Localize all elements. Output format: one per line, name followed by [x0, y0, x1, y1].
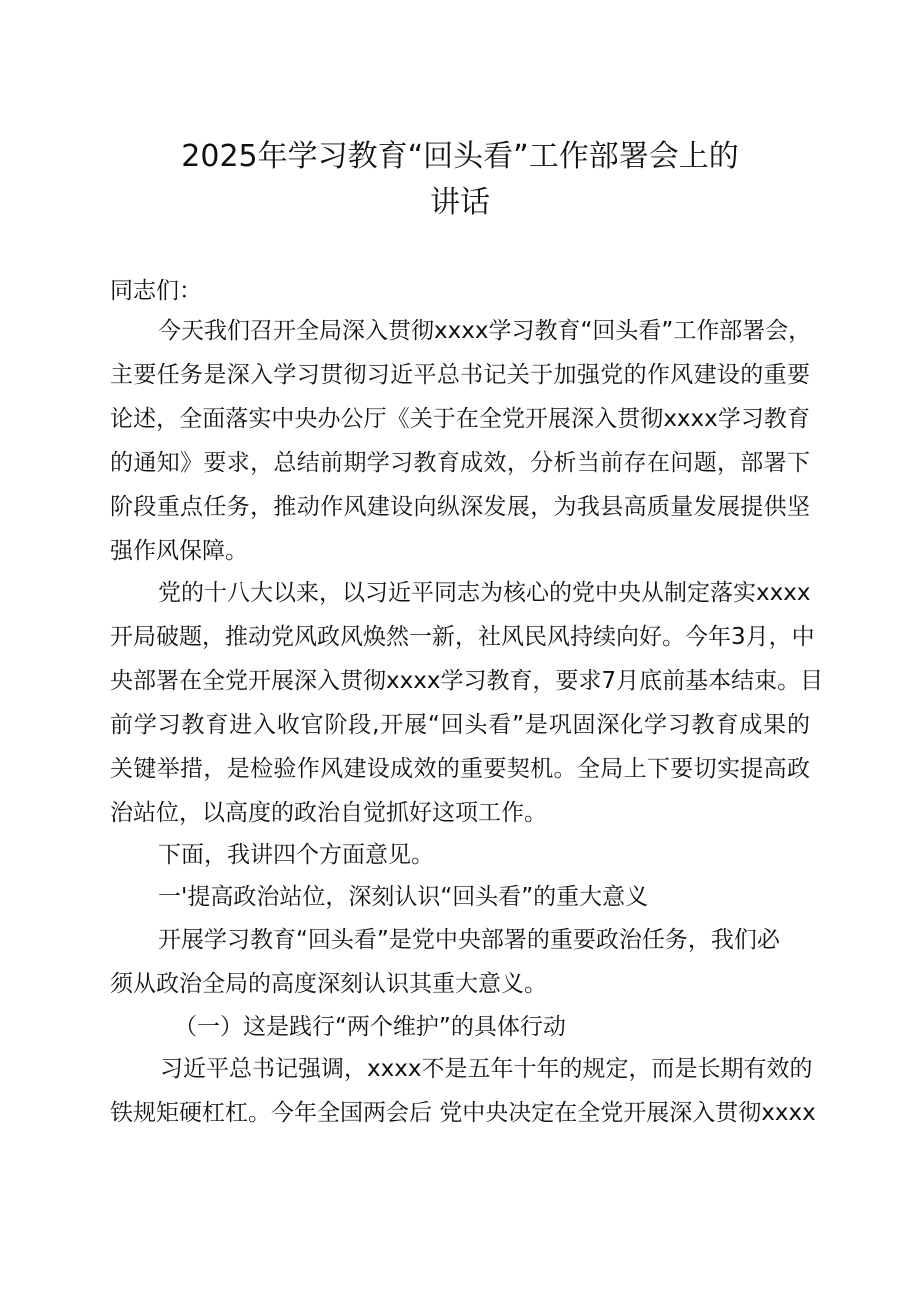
section-heading-1: 一'提高政治站位，深刻认识“回头看”的重大意义 — [158, 884, 649, 910]
paragraph-2-line-6: 治站位，以高度的政治自觉抓好这项工作。 — [110, 800, 547, 826]
paragraph-1-line-6: 强作风保障。 — [110, 538, 248, 564]
paragraph-3: 下面，我讲四个方面意见。 — [158, 842, 434, 868]
document-title-line-2: 讲话 — [430, 185, 490, 220]
paragraph-5-line-1: 习近平总书记强调，xxxx不是五年十年的规定，而是长期有效的 — [160, 1056, 813, 1082]
paragraph-1-line-4: 的通知》要求，总结前期学习教育成效，分析当前存在问题，部署下 — [110, 450, 810, 476]
paragraph-2-line-4: 前学习教育进入收官阶段,开展“回头看”是巩固深化学习教育成果的 — [110, 712, 810, 738]
paragraph-4-line-1: 开展学习教育“回头看”是党中央部署的重要政治任务，我们必 — [158, 927, 780, 953]
paragraph-1-line-3: 论述，全面落实中央办公厅《关于在全党开展深入贯彻xxxx学习教育 — [110, 406, 810, 432]
subsection-heading-1: （一）这是践行“两个维护”的具体行动 — [174, 1014, 566, 1040]
document-title-line-1: 2025年学习教育“回头看”工作部署会上的 — [181, 139, 739, 174]
paragraph-2-line-5: 关键举措，是检验作风建设成效的重要契机。全局上下要切实提高政 — [110, 756, 810, 782]
paragraph-2-line-1: 党的十八大以来，以习近平同志为核心的党中央从制定落实xxxx — [158, 580, 811, 606]
paragraph-2-line-3: 央部署在全党开展深入贯彻xxxx学习教育，要求7月底前基本结束。目 — [110, 668, 824, 694]
paragraph-2-line-2: 开局破题，推动党风政风焕然一新，社风民风持续向好。今年3月，中 — [110, 624, 815, 650]
salutation: 同志们： — [110, 278, 202, 304]
paragraph-1-line-5: 阶段重点任务，推动作风建设向纵深发展，为我县高质量发展提供坚 — [110, 494, 810, 520]
paragraph-1-line-2: 主要任务是深入学习贯彻习近平总书记关于加强党的作风建设的重要 — [110, 362, 810, 388]
paragraph-4-line-2: 须从政治全局的高度深刻认识其重大意义。 — [110, 971, 547, 997]
paragraph-5-line-2: 铁规矩硬杠杠。今年全国两会后 党中央决定在全党开展深入贯彻xxxx — [110, 1100, 816, 1126]
paragraph-1-line-1: 今天我们召开全局深入贯彻xxxx学习教育“回头看”工作部署会， — [158, 318, 812, 344]
